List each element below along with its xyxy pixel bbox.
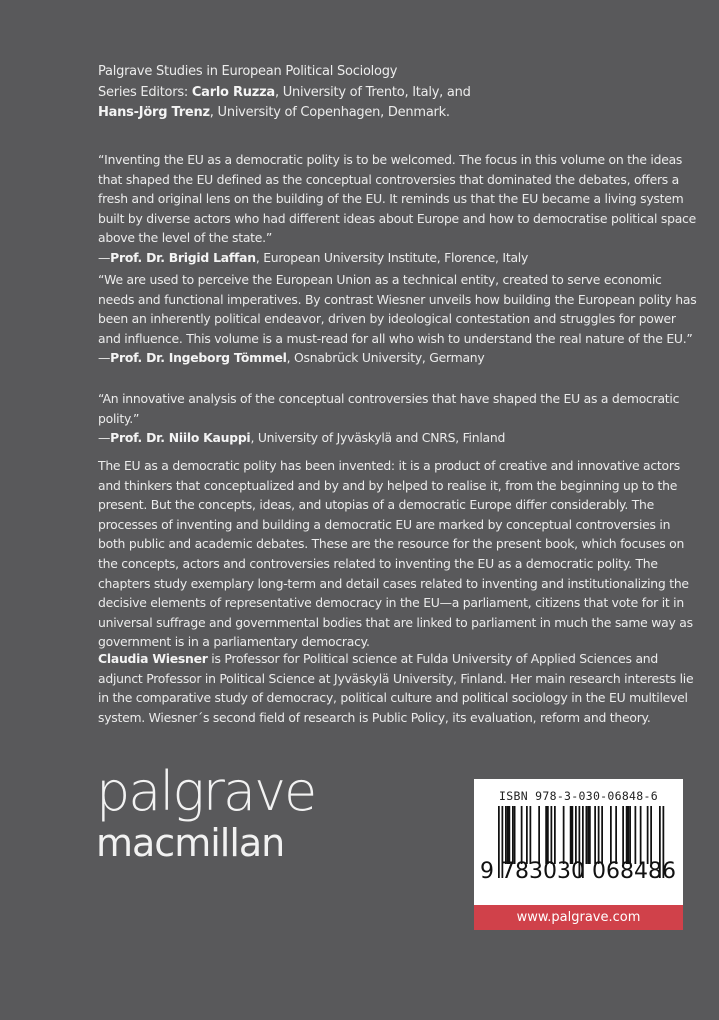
barcode-bar <box>640 806 642 864</box>
editor-name: Hans-Jörg Trenz <box>98 105 210 121</box>
endorsement-quote: “An innovative analysis of the conceptual controversies that have shaped the EU as a democratic polity.” —Prof. Dr. Niilo Kauppi, University of Jyväskylä and CNRS, Finland <box>98 389 698 448</box>
barcode-bar <box>575 806 577 864</box>
quote-attribution: —Prof. Dr. Niilo Kauppi, University of Jyväskylä and CNRS, Finland <box>98 430 506 446</box>
book-description: The EU as a democratic polity has been invented: it is a product of creative and innovative actors and thinkers that conceptualized and by and by helped to realise it, from the beginning up to the present. But the concepts, ideas, and utopias of a democratic Europe differ considerably. The processes of inventing and building a democratic EU are marked by conceptual controversies in both public and academic debates. These are the resource for the present book, which focuses on the concepts, actors and controversies related to inventing the EU as a democratic polity. The chapters study exemplary long-term and detail cases related to inventing and institutionalizing the decisive elements of representative democracy in the EU—a parliament, citizens that vote for it in universal suffrage and governmental bodies that are linked to parliament in much the same way as government is in a parliamentary democracy. <box>98 458 693 650</box>
barcode-bar <box>587 806 589 864</box>
author-bio: Claudia Wiesner is Professor for Political science at Fulda University of Applied Sciences and adjunct Professor in Political Science at Jyväskylä University, Finland. Her main research interests lie in the comparative study of democracy, political culture and political sociology in the EU multilevel system. Wiesner´s second field of research is Public Policy, its evaluation, reform and theory. <box>98 651 694 725</box>
barcode-bar <box>514 806 516 864</box>
barcode-bar <box>505 806 507 864</box>
barcode-bar <box>594 806 596 864</box>
barcode-bar <box>628 806 630 864</box>
barcode-bar <box>622 806 624 864</box>
barcode-bar <box>547 806 549 864</box>
endorsement-quote: “We are used to perceive the European Union as a technical entity, created to serve economic needs and functional imperatives. By contrast Wiesner unveils how building the European polity has been an inherently political endeavor, driven by ideological contestation and struggles for power and influence. This volume is a must-read for all who wish to understand the real nature of the EU.” —Prof. Dr. Ingeborg Tömmel, Osnabrück University, Germany <box>98 270 698 368</box>
barcode-bar <box>545 806 547 864</box>
barcode-bar <box>629 806 631 864</box>
series-editors-2: Hans-Jörg Trenz, University of Copenhagen, Denmark. <box>98 105 450 121</box>
publisher-url: www.palgrave.com <box>474 905 683 930</box>
barcode-bar <box>586 806 588 864</box>
barcode-bar <box>538 806 540 864</box>
barcode-bar <box>551 806 553 864</box>
barcode-bar <box>554 806 556 864</box>
series-info <box>98 62 698 124</box>
author-name: Claudia Wiesner <box>98 651 208 666</box>
isbn-barcode <box>474 779 683 930</box>
series-title: Palgrave Studies in European Political Sociology <box>98 64 398 79</box>
barcode-bar <box>512 806 514 864</box>
publisher-logo: palgrave macmillan <box>96 760 316 865</box>
barcode-bar <box>598 806 600 864</box>
endorsement-quote: “Inventing the EU as a democratic polity is to be welcomed. The focus in this volume on the ideas that shaped the EU defined as the conceptual controversies that dominated the debates, offers a fresh and original lens on the building of the EU. It reminds us that the EU became a living system built by diverse actors who had different ideas about Europe and how to democratise political space above the level of the state.” —Prof. Dr. Brigid Laffan, European University Institute, Florence, Italy <box>98 150 698 268</box>
barcode-bar <box>589 806 591 864</box>
barcode-bar <box>615 806 617 864</box>
barcode-bar <box>650 806 652 864</box>
barcode-bar <box>647 806 649 864</box>
barcode-bar <box>601 806 603 864</box>
barcode-bar <box>509 806 511 864</box>
isbn-text: ISBN 978-3-030-06848-6 <box>499 789 658 803</box>
barcode-bar <box>521 806 523 864</box>
barcode-bar <box>530 806 532 864</box>
ean-number: 9 783030 068486 <box>480 859 676 884</box>
barcode-bar <box>563 806 565 864</box>
editor-name: Carlo Ruzza <box>191 84 275 100</box>
barcode-bar <box>570 806 572 864</box>
series-editors: Series Editors: Carlo Ruzza, University of Trento, Italy, and <box>98 84 471 100</box>
barcode-bar <box>610 806 612 864</box>
barcode-bar <box>572 806 574 864</box>
barcode-bar <box>626 806 628 864</box>
barcode-bar <box>526 806 528 864</box>
quote-attribution: —Prof. Dr. Brigid Laffan, European University Institute, Florence, Italy <box>98 249 529 265</box>
barcode-bar <box>635 806 637 864</box>
quote-attribution: —Prof. Dr. Ingeborg Tömmel, Osnabrück University, Germany <box>98 350 485 366</box>
barcode-bar <box>507 806 509 864</box>
